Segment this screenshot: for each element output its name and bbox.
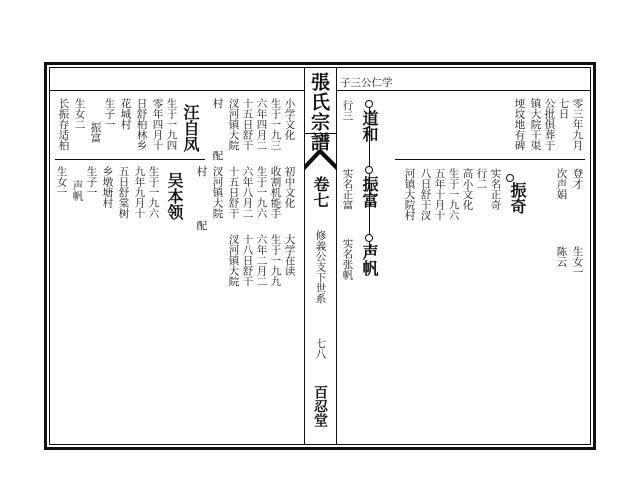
zhenqi-detail: 高小文化 [461,168,474,210]
person-a-detail: 汊河镇大院 [227,98,240,151]
person-b-detail: 六年八月二 [241,166,254,219]
zhenqi-child: 陈云 [555,246,568,267]
header-line-right [336,90,590,91]
person-a-detail: 村 [211,98,224,109]
zhenqi-detail: 八日舒干汊 [419,168,432,221]
person-a-pei: 配 [211,150,224,161]
note-shengfan: 实名张帆 [341,238,354,280]
node-zhenqi [506,174,514,182]
wang-detail: 花城村 [119,98,132,130]
wu-detail: 生于一九六 [147,166,160,219]
wang-detail: 零年四月十 [151,98,164,151]
far-right-text: 零三年九月 [571,98,584,151]
wu-detail: 乡墩塘村 [101,166,114,208]
spine-fishtail [304,150,337,172]
person-a-detail: 六年四月二 [255,98,268,151]
volume-label: 卷七 [311,176,330,208]
far-right-text: 公批俱葬于 [543,98,556,151]
wang-child: 长振存适柏 [57,98,70,151]
person-b-detail: 生于一九六 [255,166,268,219]
person-b-pei: 配 [195,220,208,231]
branch-header: 子三公仁学 [340,77,393,89]
zhenqi-detail: 五年十月十 [433,168,446,221]
person-c-detail: 十八日舒干 [241,234,254,287]
person-b-detail: 十五日舒干 [227,166,240,219]
gen-divider-left [55,159,205,160]
node-shengfan [365,234,373,242]
gen-divider-right [395,159,585,160]
spine-right-line [336,67,337,445]
person-a-detail: 十五日舒干 [241,98,254,151]
person-b-detail: 初中文化 [283,166,296,208]
far-right-extra: 登才 [571,168,584,189]
person-a-detail: 生于一九三 [269,98,282,151]
name-shengfan: 声帆 [360,244,379,276]
wu-child: 生女一 [55,166,68,198]
wang-detail: 生于一九四 [165,98,178,151]
rank-daohe: 行三 [341,100,354,121]
person-a-detail: 小学文化 [283,98,296,140]
name-wu-benling: 吴本领 [165,172,184,220]
zhenqi-detail: 河镇大院村 [403,168,416,221]
person-b-detail: 汊河镇大院 [211,166,224,219]
spine-left-line [304,67,305,445]
section-title: 修義公支下世系 [314,230,327,304]
wang-child: 振富 [89,122,102,143]
person-c-detail: 六年二月二 [255,234,268,287]
header-line-left [50,90,304,91]
zhenqi-detail: 实名正奇 [489,168,502,210]
person-b-detail: 村 [195,166,208,177]
wang-child: 生子一 [103,98,116,130]
wang-child: 生女二 [73,98,86,130]
person-c-detail: 大学在读 [283,234,296,276]
name-zhenqi: 振奇 [508,182,527,214]
name-zhenfu: 振富 [360,176,379,208]
node-daohe [365,100,373,108]
zhenqi-child: 生女一 [571,246,584,278]
node-zhenfu [365,166,373,174]
far-right-text: 镇大院干渠 [529,98,542,151]
note-zhenfu: 实名正富 [341,168,354,210]
book-title: 張氏宗譜 [308,72,330,152]
far-right-text: 埂坟地有碑 [513,98,526,151]
far-right-text: 七日 [557,98,570,119]
zhenqi-spouse: 次声娟 [555,168,568,200]
zhenqi-detail: 行二 [475,168,488,189]
person-c-detail: 汊河镇大院 [227,234,240,287]
person-c-detail: 生于一九九 [269,234,282,287]
name-wang-zifeng: 汪自凤 [181,104,200,152]
wu-child: 声帆 [71,180,84,201]
wu-detail: 九年九月十 [133,166,146,219]
name-daohe: 道和 [360,110,379,142]
wu-detail: 五日舒棠树 [117,166,130,219]
zhenqi-detail: 生于一九六 [447,168,460,221]
person-b-detail: 收割机能手 [269,166,282,219]
wang-detail: 日舒柏林乡 [135,98,148,151]
wu-child: 生子一 [85,166,98,198]
hall-name: 百忍堂 [312,385,328,427]
page-number: 七八 [314,338,327,359]
